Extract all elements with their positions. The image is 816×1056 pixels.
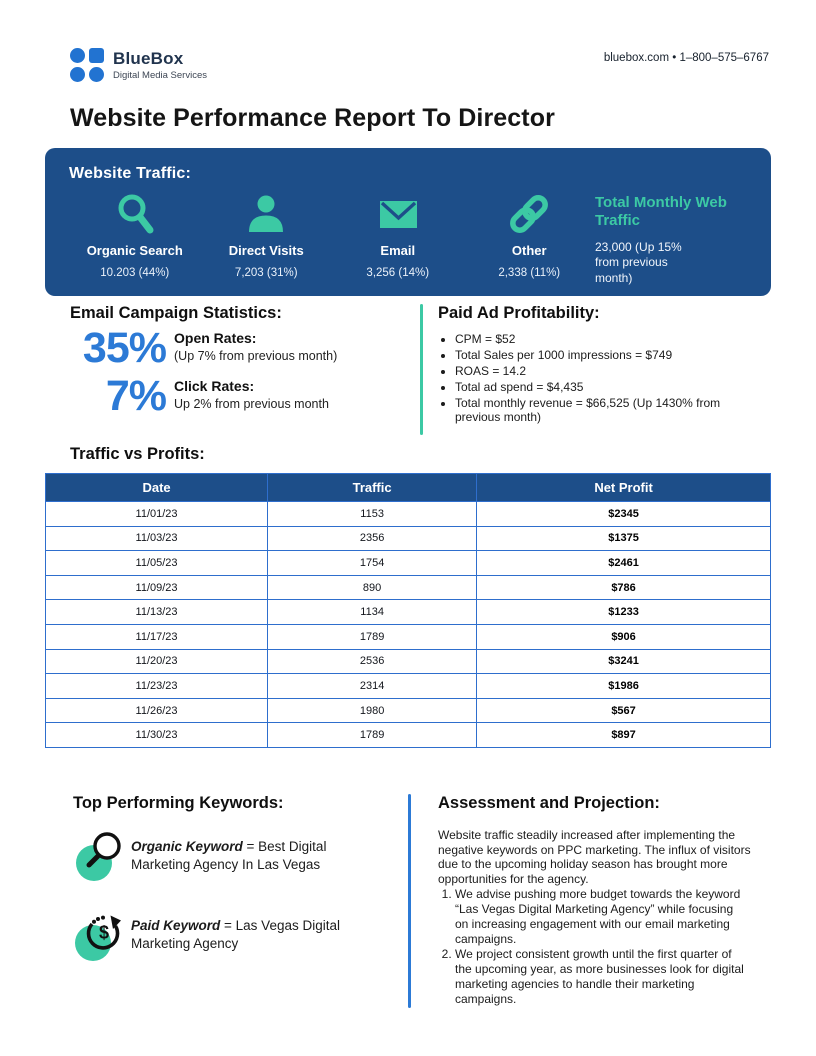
- profit-cell: $3241: [477, 649, 771, 674]
- traffic-stats-row: [69, 192, 747, 286]
- stat-value: 2,338 (11%): [498, 267, 561, 279]
- profit-cell: $2461: [477, 551, 771, 576]
- assessment-point: 2. We project consistent growth until the first quarter of the upcoming year, as more businesses look for digital marketing agencies to handle their marketing campaigns.: [455, 947, 746, 1007]
- date-cell: 11/26/23: [46, 698, 268, 723]
- traffic-cell: 1980: [268, 698, 477, 723]
- date-cell: 11/20/23: [46, 649, 268, 674]
- traffic-cell: 2536: [268, 649, 477, 674]
- column-header-date: Date: [46, 474, 268, 502]
- date-cell: 11/05/23: [46, 551, 268, 576]
- table-row: [46, 624, 771, 649]
- click-rate-value: 7%: [105, 371, 166, 420]
- traffic-panel-heading: Website Traffic:: [69, 165, 192, 182]
- logo-dot: [70, 48, 85, 63]
- table-row: [46, 674, 771, 699]
- table-row: [46, 698, 771, 723]
- paid-keyword-label: Paid Keyword: [131, 917, 221, 933]
- table-row: [46, 502, 771, 527]
- paid-ad-bullet: • Total monthly revenue = $66,525 (Up 1430% from previous month): [455, 396, 756, 425]
- top-performing-keywords: [45, 794, 408, 1008]
- traffic-vs-profits-heading: Traffic vs Profits:: [70, 445, 205, 463]
- click-rate-text: [166, 376, 329, 411]
- organic-keyword-label: Organic Keyword: [131, 838, 243, 854]
- paid-ad-bullet: • Total ad spend = $4,435: [455, 380, 756, 394]
- open-rate-row: [70, 324, 420, 372]
- column-header-traffic: Traffic: [268, 474, 477, 502]
- email-stats-heading: Email Campaign Statistics:: [70, 304, 282, 322]
- traffic-profits-table: [45, 473, 771, 748]
- stat-organic-search: [69, 192, 201, 286]
- table-row: [46, 575, 771, 600]
- traffic-cell: 1754: [268, 551, 477, 576]
- assessment-points-list: [438, 887, 746, 1007]
- table-row: [46, 649, 771, 674]
- traffic-cell: 890: [268, 575, 477, 600]
- page-header: [70, 48, 769, 90]
- envelope-icon: [376, 192, 420, 236]
- traffic-cell: 2356: [268, 526, 477, 551]
- person-icon: [244, 192, 288, 236]
- paid-ad-heading: Paid Ad Profitability:: [438, 304, 600, 322]
- assessment-point: 1. We advise pushing more budget towards the keyword “Las Vegas Digital Marketing Agency” while focusing on increasing engagement with our email marketing campaigns.: [455, 887, 746, 947]
- column-header-net-profit: Net Profit: [477, 474, 771, 502]
- logo-dot: [89, 67, 104, 82]
- click-rate-row: [70, 371, 420, 420]
- organic-keyword-value: = Best Digital Marketing Agency In Las Vegas: [131, 838, 327, 872]
- date-cell: 11/23/23: [46, 674, 268, 699]
- search-icon: [113, 192, 157, 236]
- stat-label: Other: [511, 243, 547, 258]
- stat-label: Direct Visits: [228, 243, 304, 258]
- paid-ad-profitability: [423, 304, 771, 435]
- traffic-cell: 1789: [268, 624, 477, 649]
- stat-value: 10.203 (44%): [100, 267, 170, 279]
- stat-value: 3,256 (14%): [366, 267, 430, 279]
- paid-ad-bullet: • CPM = $52: [455, 332, 756, 346]
- date-cell: 11/13/23: [46, 600, 268, 625]
- profit-cell: $1986: [477, 674, 771, 699]
- assessment-heading: Assessment and Projection:: [438, 793, 660, 812]
- open-rate-label: Open Rates:: [174, 330, 257, 346]
- table-row: [46, 723, 771, 748]
- bluebox-logo-icon: [70, 48, 104, 82]
- profit-cell: $1233: [477, 600, 771, 625]
- total-traffic-value: 23,000 (Up 15% from previous month): [595, 239, 682, 285]
- organic-keyword-row: [73, 829, 408, 883]
- stat-email: [332, 192, 464, 286]
- keywords-and-assessment-section: [45, 794, 771, 1008]
- table-row: [46, 551, 771, 576]
- paid-dollar-keyword-icon: [73, 908, 127, 962]
- paid-ad-bullet-list: [438, 332, 756, 424]
- table-row: [46, 526, 771, 551]
- organic-keyword-text: [131, 838, 353, 874]
- date-cell: 11/01/23: [46, 502, 268, 527]
- open-rate-text: [166, 328, 337, 363]
- brand-text: [113, 49, 207, 81]
- stat-label: Email: [380, 243, 416, 258]
- date-cell: 11/30/23: [46, 723, 268, 748]
- profit-cell: $906: [477, 624, 771, 649]
- svg-text:$: $: [98, 922, 110, 943]
- date-cell: 11/17/23: [46, 624, 268, 649]
- date-cell: 11/09/23: [46, 575, 268, 600]
- table-header-row: [46, 474, 771, 502]
- website-traffic-panel: [45, 148, 771, 296]
- profit-cell: $897: [477, 723, 771, 748]
- profit-cell: $1375: [477, 526, 771, 551]
- stat-value: 7,203 (31%): [234, 267, 298, 279]
- table-row: [46, 600, 771, 625]
- paid-ad-bullet: • ROAS = 14.2: [455, 364, 756, 378]
- traffic-cell: 1134: [268, 600, 477, 625]
- stat-other: [464, 192, 596, 286]
- open-rate-value: 35%: [82, 324, 166, 372]
- stat-direct-visits: [201, 192, 333, 286]
- open-rate-note: (Up 7% from previous month): [174, 349, 338, 363]
- profit-cell: $2345: [477, 502, 771, 527]
- paid-keyword-row: [73, 908, 408, 962]
- email-campaign-stats: [45, 304, 420, 435]
- email-and-paid-section: [45, 304, 771, 435]
- total-monthly-traffic: [595, 192, 747, 286]
- assessment-paragraph: Website traffic steadily increased after implementing the negative keywords on PPC marketing. The influx of visitors due to the upcoming holiday season has brought more opportunities for the agency.: [438, 827, 751, 886]
- traffic-cell: 1789: [268, 723, 477, 748]
- contact-info: bluebox.com • 1–800–575–6767: [603, 52, 769, 64]
- total-traffic-heading: Total Monthly Web Traffic: [595, 194, 727, 230]
- organic-search-keyword-icon: [73, 829, 127, 883]
- date-cell: 11/03/23: [46, 526, 268, 551]
- keywords-heading: Top Performing Keywords:: [73, 793, 284, 812]
- paid-keyword-text: [131, 917, 353, 953]
- brand-logo: [70, 48, 207, 82]
- link-icon: [507, 192, 551, 236]
- logo-dot: [70, 67, 85, 82]
- profit-cell: $567: [477, 698, 771, 723]
- logo-square: [89, 48, 104, 63]
- click-rate-note: Up 2% from previous month: [174, 396, 329, 411]
- traffic-cell: 1153: [268, 502, 477, 527]
- profit-cell: $786: [477, 575, 771, 600]
- page-title: Website Performance Report To Director: [70, 104, 555, 132]
- brand-name: BlueBox: [113, 49, 184, 68]
- stat-label: Organic Search: [86, 243, 183, 258]
- paid-ad-bullet: • Total Sales per 1000 impressions = $749: [455, 348, 756, 362]
- traffic-cell: 2314: [268, 674, 477, 699]
- assessment-and-projection: [411, 794, 771, 1008]
- paid-keyword-value: = Las Vegas Digital Marketing Agency: [131, 917, 340, 951]
- click-rate-label: Click Rates:: [174, 377, 255, 394]
- brand-tagline: Digital Media Services: [113, 70, 207, 81]
